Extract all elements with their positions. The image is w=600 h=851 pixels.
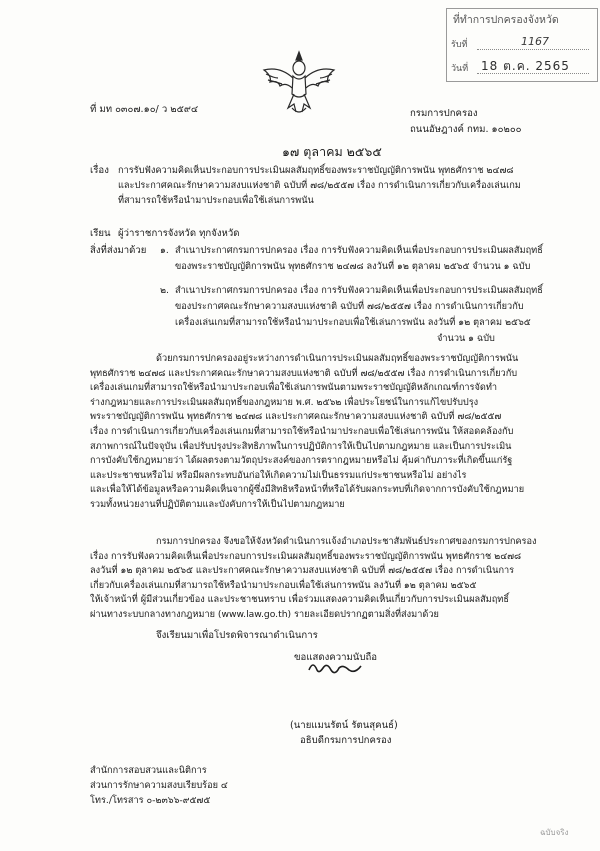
- stamp-receive-no: 1167: [521, 35, 549, 48]
- body1-line: เครื่องเล่นเกมที่สามารถใช้หรือนำมาประกอบเพื่อใช้เล่นการพนันตามพระราชบัญญัติหลักเกณฑ์การจัดทำ: [90, 382, 498, 394]
- enclosure-2-line-1: สำเนาประกาศกรมการปกครอง เรื่อง การรับฟังความคิดเห็นเพื่อประกอบการประเมินผลสัมฤทธิ์: [175, 285, 543, 296]
- stamp-receive-rule: [477, 49, 589, 50]
- body1-line: พุทธศักราช ๒๔๗๘ และประกาศคณะรักษาความสงบแห่งชาติ ฉบับที่ ๗๘/๒๕๕๗ เรื่อง การดำเนินการเกี่ยวกับ: [90, 367, 518, 379]
- body1-line: การบังคับใช้กฎหมายว่า ได้ผลตรงตามวัตถุประสงค์ของการตรากฎหมายหรือไม่ คุ้มค่ากับภาระที่เกิดขึ้นแก่รัฐ: [90, 455, 513, 467]
- closing-salutation: ขอแสดงความนับถือ: [294, 652, 378, 663]
- stamp-title: ที่ทำการปกครองจังหวัด: [453, 14, 559, 26]
- body-paragraph-1: [90, 352, 554, 513]
- enclosure-2-line-4: จำนวน ๑ ฉบับ: [437, 333, 495, 344]
- closing-request: จึงเรียนมาเพื่อโปรดพิจารณาดำเนินการ: [156, 630, 318, 641]
- enclosure-2-line-3: เครื่องเล่นเกมที่สามารถใช้หรือนำมาประกอบเพื่อใช้เล่นการพนัน ลงวันที่ ๑๒ ตุลาคม ๒๕๖๕: [175, 317, 531, 328]
- enclosure-1-num: ๑.: [160, 245, 169, 256]
- signer-name: (นายแมนรัตน์ รัตนสุคนธ์): [290, 720, 398, 731]
- footer-phone: โทร./โทรสาร ๐-๒๓๖๖-๙๕๗๕: [90, 795, 211, 806]
- subject-line-1: การรับฟังความคิดเห็นประกอบการประเมินผลสัมฤทธิ์ของพระราชบัญญัติการพนัน พุทธศักราช ๒๔๗๘: [118, 165, 514, 176]
- footer-office: สำนักการสอบสวนและนิติการ: [90, 765, 207, 776]
- body1-line: และประชาชนหรือไม่ หรือมีผลกระทบอันก่อให้เกิดความไม่เป็นธรรมแก่ประชาชนหรือไม่ อย่างไร: [90, 469, 467, 481]
- page-mark: ฉบับจริง: [540, 828, 569, 837]
- body1-line: พระราชบัญญัติการพนัน พุทธศักราช ๒๔๗๘ และประกาศคณะรักษาความสงบแห่งชาติ ฉบับที่ ๗๘/๒๕๕๗: [90, 411, 502, 423]
- stamp-receive-label: รับที่: [451, 40, 468, 50]
- body2-line: ลงวันที่ ๑๒ ตุลาคม ๒๕๖๕ และประกาศคณะรักษาความสงบแห่งชาติ ฉบับที่ ๗๘/๒๕๕๗ เรื่อง การดำเนินการ: [90, 565, 515, 577]
- body2-line: เรื่อง การรับฟังความคิดเห็นเพื่อประกอบการประเมินผลสัมฤทธิ์ของพระราชบัญญัติการพนัน พุทธศักราช ๒๔๗๘: [90, 550, 522, 562]
- garuda-emblem-icon: [258, 48, 340, 118]
- subject-line-3: ที่สามารถใช้หรือนำมาประกอบเพื่อใช้เล่นการพนัน: [118, 195, 314, 206]
- stamp-date-label: วันที่: [451, 64, 469, 74]
- document-date: ๑๗ ตุลาคม ๒๕๖๕: [282, 144, 382, 159]
- recipient-value: ผู้ว่าราชการจังหวัด ทุกจังหวัด: [118, 228, 240, 239]
- enclosure-1-line-2: ของพระราชบัญญัติการพนัน พุทธศักราช ๒๔๗๘ ลงวันที่ ๑๒ ตุลาคม ๒๕๖๕ จำนวน ๑ ฉบับ: [175, 261, 531, 272]
- receipt-stamp: [446, 8, 598, 82]
- body1-line: ด้วยกรมการปกครองอยู่ระหว่างการดำเนินการประเมินผลสัมฤทธิ์ของพระราชบัญญัติการพนัน: [156, 353, 519, 364]
- body2-line: ผ่านทางระบบกลางทางกฎหมาย (www.law.go.th) รายละเอียดปรากฏตามสิ่งที่ส่งมาด้วย: [90, 608, 439, 620]
- handwritten-signature: [305, 656, 365, 678]
- signer-title: อธิบดีกรมการปกครอง: [300, 735, 392, 746]
- body1-line: รวมทั้งหน่วยงานที่ปฏิบัติตามและบังคับการให้เป็นไปตามกฎหมาย: [90, 498, 345, 510]
- subject-line-2: และประกาศคณะรักษาความสงบแห่งชาติ ฉบับที่ ๗๘/๒๕๕๗ เรื่อง การดำเนินการเกี่ยวกับเครื่องเล่นเกม: [118, 180, 521, 191]
- body-paragraph-2: [90, 535, 554, 623]
- body2-line: เกี่ยวกับเครื่องเล่นเกมที่สามารถใช้หรือนำมาประกอบเพื่อใช้เล่นการพนัน ลงวันที่ ๑๒ ตุลาคม ๒๕๖๕: [90, 579, 477, 591]
- body1-line: เรื่อง การดำเนินการเกี่ยวกับเครื่องเล่นเกมที่สามารถใช้หรือนำมาประกอบเพื่อใช้เล่นการพนัน ให้สอดคล้องกับ: [90, 425, 514, 437]
- recipient-label: เรียน: [90, 228, 111, 239]
- subject-label: เรื่อง: [90, 165, 109, 176]
- enclosure-2-line-2: ของประกาศคณะรักษาความสงบแห่งชาติ ฉบับที่ ๗๘/๒๕๕๗ เรื่อง การดำเนินการเกี่ยวกับ: [175, 301, 524, 312]
- body1-line: สภาพการณ์ในปัจจุบัน เพื่อปรับปรุงประสิทธิภาพในการปฏิบัติการให้เป็นไปตามกฎหมาย และเป็นการประเมิน: [90, 440, 512, 452]
- agency-address: ถนนอัษฎางค์ กทม. ๑๐๒๐๐: [410, 124, 522, 135]
- body2-line: ให้เจ้าหน้าที่ ผู้มีส่วนเกี่ยวข้อง และประชาชนทราบ เพื่อร่วมแสดงความคิดเห็นเกี่ยวกับการประเมินผลสัมฤทธิ์: [90, 594, 509, 606]
- body1-line: ร่างกฎหมายและการประเมินผลสัมฤทธิ์ของกฎหมาย พ.ศ. ๒๕๖๒ เพื่อประโยชน์ในการแก้ไขปรับปรุง: [90, 396, 479, 408]
- enclosures-label: สิ่งที่ส่งมาด้วย: [90, 245, 147, 256]
- body1-line: และเพื่อให้ได้ข้อมูลหรือความคิดเห็นจากผู้ซึ่งมีสิทธิหรือหน้าที่หรือได้รับผลกระทบที่เกิดจากการบังคับใช้กฎหมาย: [90, 484, 525, 496]
- enclosure-1-line-1: สำเนาประกาศกรมการปกครอง เรื่อง การรับฟังความคิดเห็นเพื่อประกอบการประเมินผลสัมฤทธิ์: [175, 245, 543, 256]
- issuing-agency: กรมการปกครอง: [410, 108, 478, 119]
- body2-line: กรมการปกครอง จึงขอให้จังหวัดดำเนินการแจ้งอำเภอประชาสัมพันธ์ประกาศของกรมการปกครอง: [156, 536, 537, 547]
- stamp-date-value: 18 ต.ค. 2565: [481, 59, 570, 73]
- document-number: ที่ มท ๐๓๐๗.๑๐/ ว ๒๕๙๔: [90, 104, 199, 115]
- footer-division: ส่วนการรักษาความสงบเรียบร้อย ๔: [90, 780, 228, 791]
- enclosure-2-num: ๒.: [160, 285, 169, 296]
